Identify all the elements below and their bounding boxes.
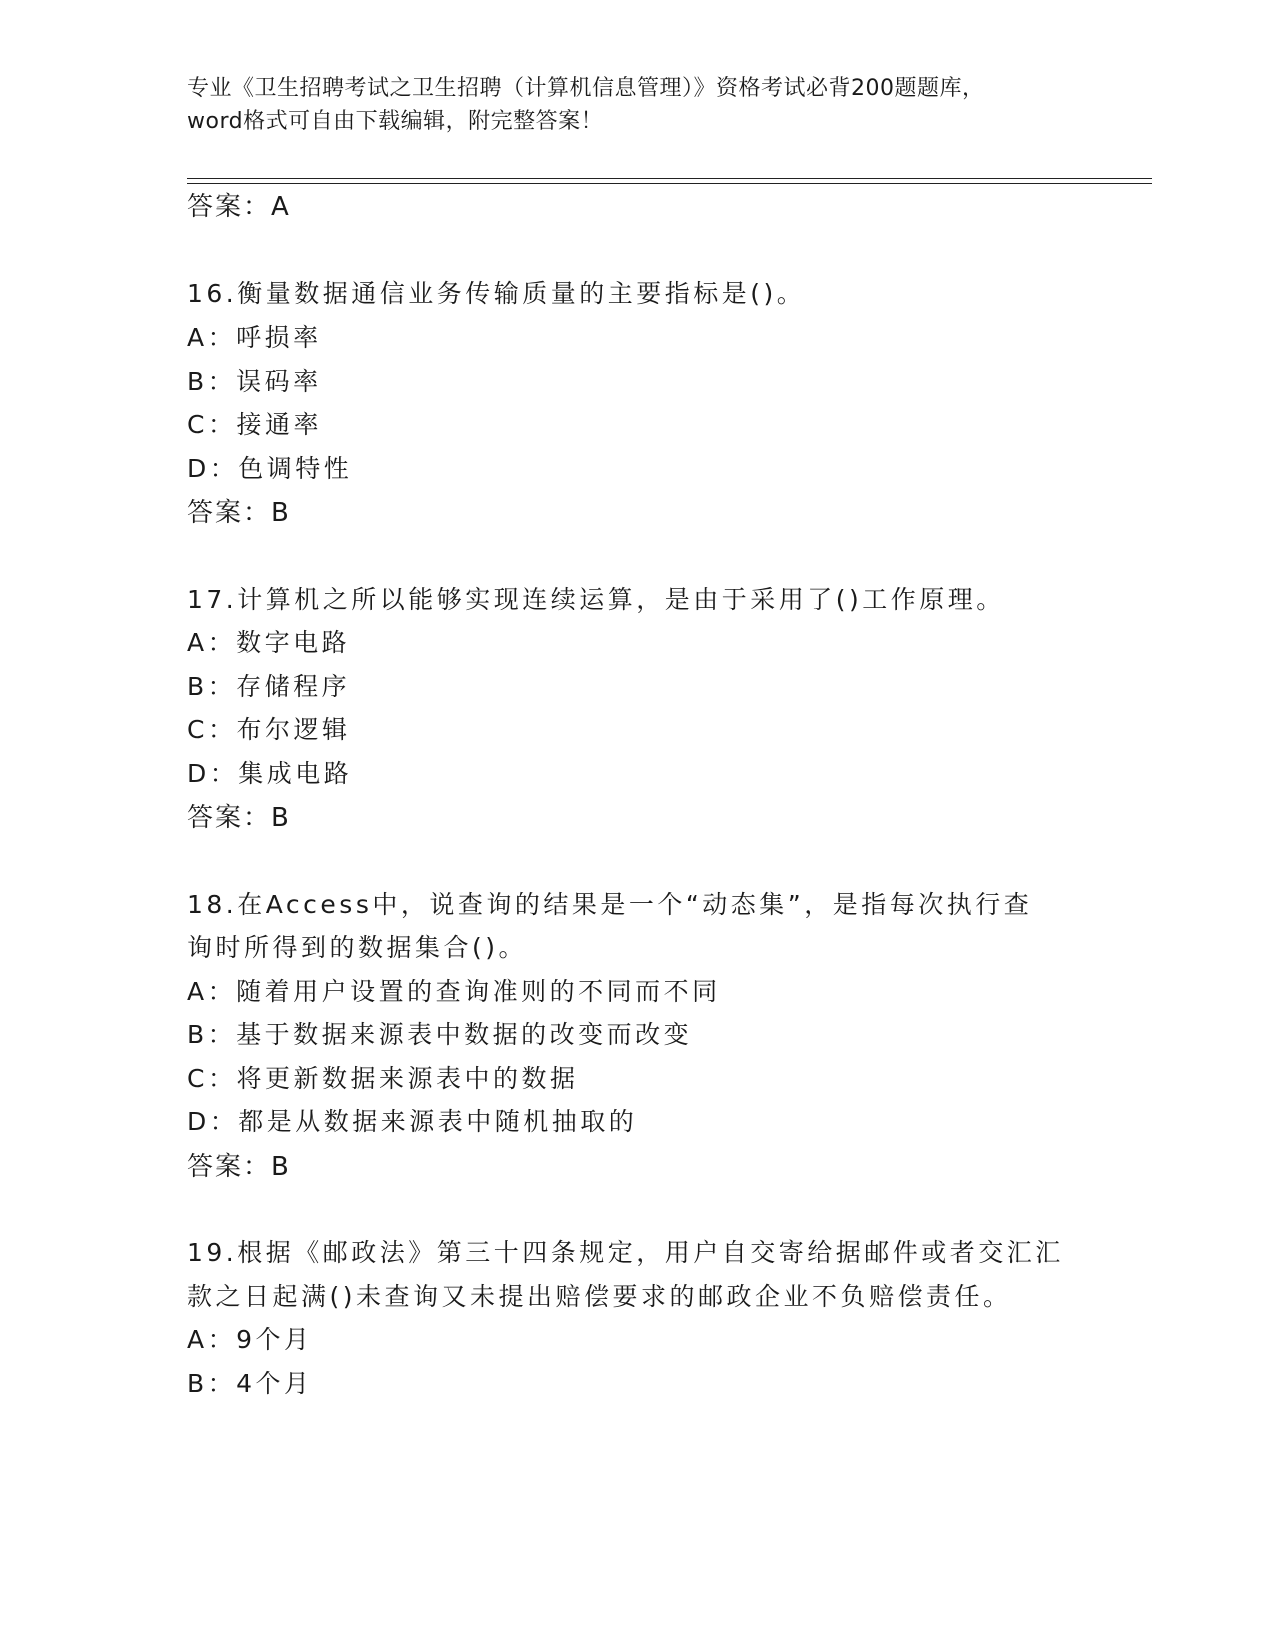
answer-15: 答案：A bbox=[187, 192, 291, 222]
question-19-text-line-2: 款之日起满()未查询又未提出赔偿要求的邮政企业不负赔偿责任。 bbox=[187, 1282, 1012, 1311]
question-17-option-a: A：数字电路 bbox=[187, 628, 351, 657]
question-17-option-d: D：集成电路 bbox=[187, 759, 353, 788]
question-16-text: 16.衡量数据通信业务传输质量的主要指标是()。 bbox=[187, 279, 806, 308]
answer-17: 答案：B bbox=[187, 803, 291, 833]
question-19-option-b: B：4个月 bbox=[187, 1369, 313, 1398]
question-18-option-d: D：都是从数据来源表中随机抽取的 bbox=[187, 1107, 638, 1136]
question-16-option-c: C：接通率 bbox=[187, 410, 322, 439]
question-18-text-line-2: 询时所得到的数据集合()。 bbox=[187, 933, 528, 962]
document-header bbox=[187, 72, 1087, 138]
answer-18: 答案：B bbox=[187, 1152, 291, 1182]
header-line-2: word格式可自由下载编辑，附完整答案！ bbox=[187, 109, 604, 134]
question-17-option-b: B：存储程序 bbox=[187, 672, 351, 701]
header-divider-bottom bbox=[187, 183, 1152, 184]
question-19-option-a: A：9个月 bbox=[187, 1325, 313, 1354]
header-divider-top bbox=[187, 178, 1152, 179]
question-17-option-c: C：布尔逻辑 bbox=[187, 715, 351, 744]
question-16-option-a: A：呼损率 bbox=[187, 323, 322, 352]
question-16-option-d: D：色调特性 bbox=[187, 454, 353, 483]
question-18-option-a: A：随着用户设置的查询准则的不同而不同 bbox=[187, 977, 721, 1006]
header-line-1: 专业《卫生招聘考试之卫生招聘（计算机信息管理）》资格考试必背200题题库， bbox=[187, 76, 985, 101]
answer-16: 答案：B bbox=[187, 498, 291, 528]
question-17-text: 17.计算机之所以能够实现连续运算，是由于采用了()工作原理。 bbox=[187, 585, 1005, 614]
question-18-text-line-1: 18.在Access中，说查询的结果是一个“动态集”，是指每次执行查 bbox=[187, 890, 1033, 919]
question-18-option-c: C：将更新数据来源表中的数据 bbox=[187, 1064, 579, 1093]
question-19-text-line-1: 19.根据《邮政法》第三十四条规定，用户自交寄给据邮件或者交汇汇 bbox=[187, 1238, 1064, 1267]
question-16-option-b: B：误码率 bbox=[187, 367, 322, 396]
question-18-option-b: B：基于数据来源表中数据的改变而改变 bbox=[187, 1020, 693, 1049]
